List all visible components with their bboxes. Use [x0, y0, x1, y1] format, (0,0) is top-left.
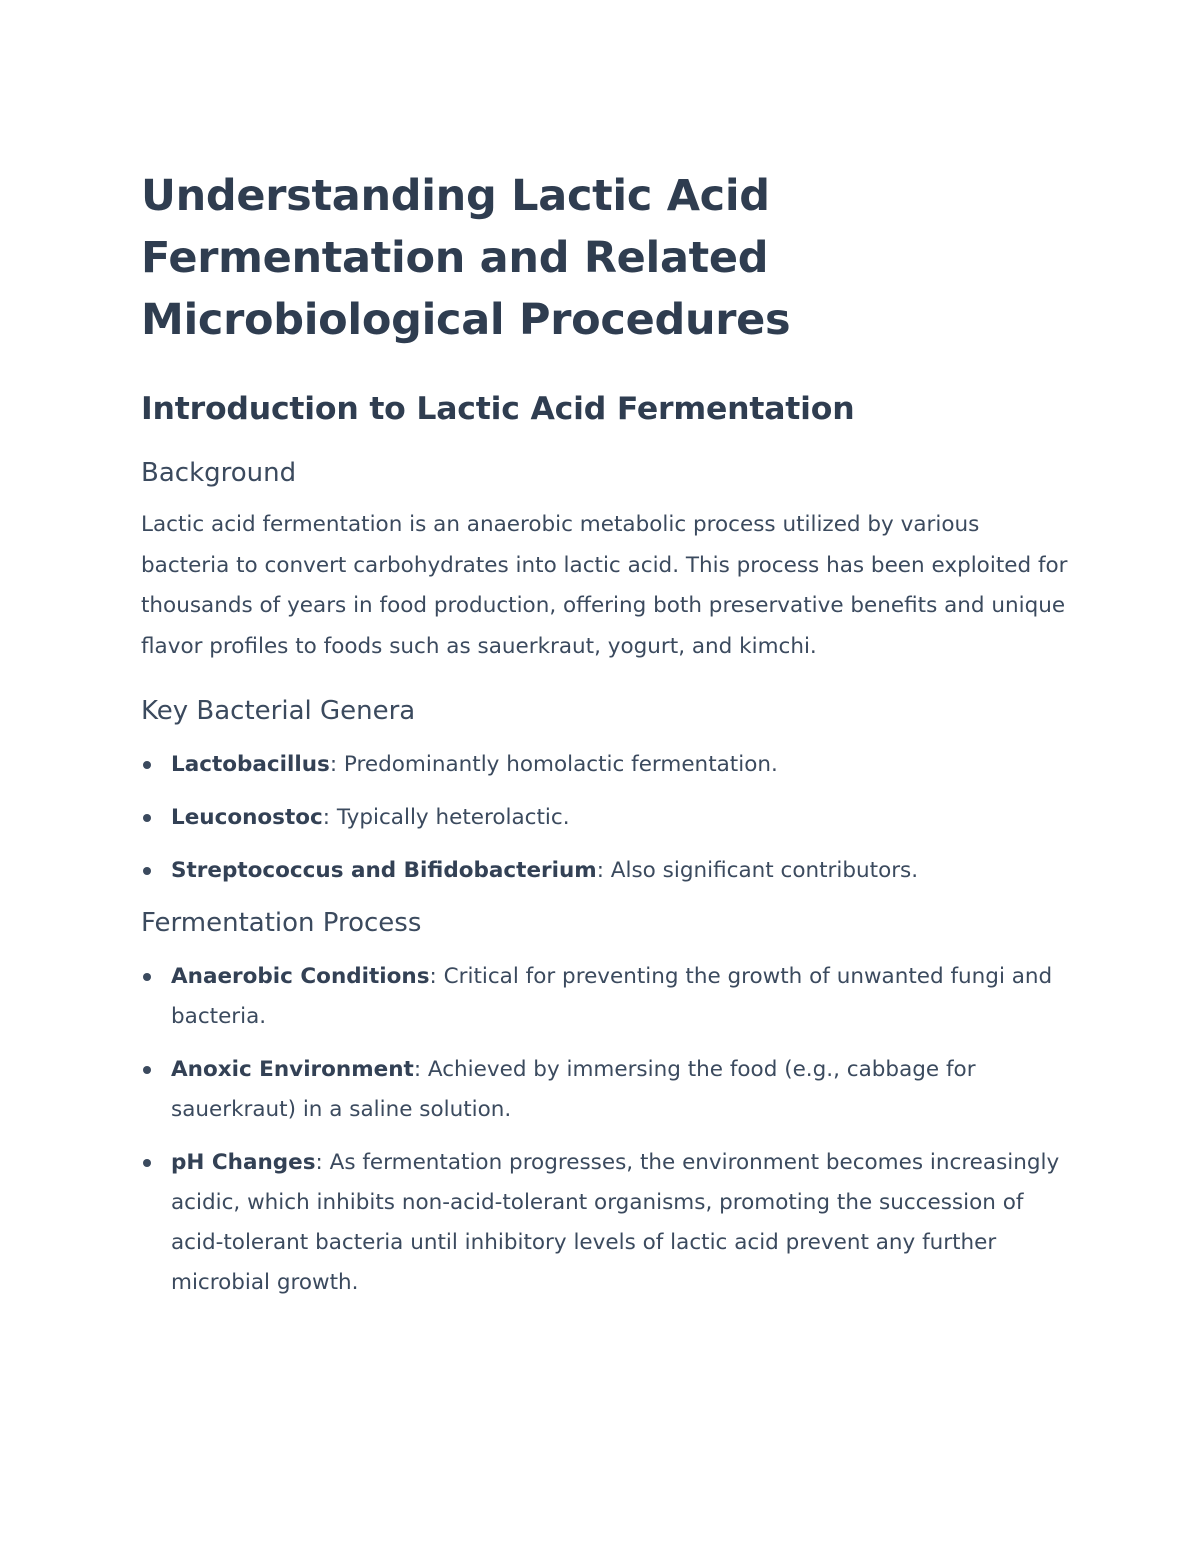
bullet-icon [143, 867, 151, 875]
process-heading: Fermentation Process [141, 908, 422, 938]
list-item-text: : Typically heterolactic. [322, 805, 570, 830]
list-item-term: Streptococcus and Bifidobacterium [171, 858, 597, 883]
list-item [141, 1050, 1071, 1130]
list-item [141, 798, 1071, 838]
title-line: Microbiological Procedures [141, 295, 791, 345]
bullet-icon [143, 1066, 151, 1074]
bullet-icon [143, 814, 151, 822]
list-item [141, 851, 1071, 891]
list-item [141, 745, 1071, 785]
process-list [141, 957, 1071, 1303]
genera-list [141, 745, 1071, 891]
title-line: Fermentation and Related [141, 233, 769, 283]
list-item-term: pH Changes [171, 1150, 316, 1175]
section-heading: Introduction to Lactic Acid Fermentation [141, 391, 855, 427]
list-item-term: Lactobacillus [171, 752, 330, 777]
bullet-icon [143, 761, 151, 769]
background-paragraph: Lactic acid fermentation is an anaerobic metabolic process utilized by various bacteria to convert carbohydrates into lactic acid. This process has been exploited for thousands of years in food production, offering both preservative benefits and unique flavor profiles to foods such as sauerkraut, yogurt, and kimchi. [141, 512, 1068, 659]
document-title [141, 165, 1071, 351]
bullet-icon [143, 1159, 151, 1167]
list-item-text: : As fermentation progresses, the environment becomes increasingly acidic, which inhibits non-acid-tolerant organisms, promoting the succession of acid-tolerant bacteria until inhibitory levels of lactic acid prevent any further microbial growth. [171, 1150, 1060, 1295]
list-item [141, 957, 1071, 1037]
bullet-icon [143, 973, 151, 981]
list-item [141, 1143, 1071, 1303]
list-item-term: Leuconostoc [171, 805, 323, 830]
background-heading: Background [141, 458, 297, 488]
list-item-text: : Predominantly homolactic fermentation. [329, 752, 778, 777]
title-line: Understanding Lactic Acid [141, 171, 770, 221]
list-item-text: : Also significant contributors. [596, 858, 919, 883]
list-item-term: Anaerobic Conditions [171, 964, 430, 989]
document-page [141, 165, 1071, 1316]
list-item-term: Anoxic Environment [171, 1057, 414, 1082]
genera-heading: Key Bacterial Genera [141, 696, 416, 726]
list-item-text: : Critical for preventing the growth of unwanted fungi and bacteria. [171, 964, 1053, 1029]
list-item-text: : Achieved by immersing the food (e.g., cabbage for sauerkraut) in a saline solution. [171, 1057, 976, 1122]
